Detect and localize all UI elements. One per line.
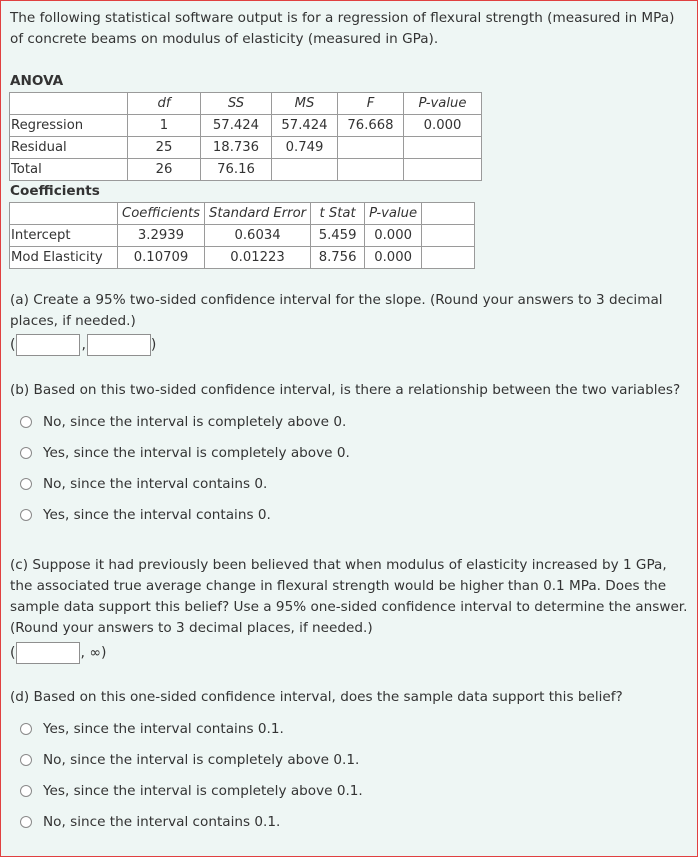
table-row	[10, 159, 482, 181]
table-cell: 3.2939	[118, 225, 205, 247]
table-row	[10, 225, 475, 247]
table-row	[10, 247, 475, 269]
radio-button[interactable]	[20, 816, 32, 828]
radio-option[interactable]	[20, 442, 350, 463]
table-cell: 1	[128, 115, 201, 137]
part-a-interval	[10, 333, 156, 357]
radio-button[interactable]	[20, 447, 32, 459]
option-label: Yes, since the interval contains 0.	[43, 506, 271, 523]
anova-heading: ANOVA	[10, 73, 64, 89]
radio-option[interactable]	[20, 473, 350, 494]
table-cell: 0.000	[365, 247, 422, 269]
coefficients-heading: Coefficients	[10, 183, 100, 199]
col-header: F	[338, 93, 404, 115]
lower-bound-input[interactable]	[16, 334, 80, 356]
col-header: Coefficients	[118, 203, 205, 225]
infinity-suffix: , ∞)	[80, 645, 107, 661]
table-cell	[404, 159, 482, 181]
table-cell: 57.424	[272, 115, 338, 137]
option-label: No, since the interval contains 0.1.	[43, 813, 281, 830]
table-cell: 0.10709	[118, 247, 205, 269]
radio-option[interactable]	[20, 749, 363, 770]
row-label: Regression	[10, 115, 128, 137]
table-cell: 0.000	[404, 115, 482, 137]
radio-option[interactable]	[20, 780, 363, 801]
table-row	[10, 137, 482, 159]
radio-button[interactable]	[20, 478, 32, 490]
part-d-options	[20, 718, 363, 832]
radio-option[interactable]	[20, 811, 363, 832]
anova-header-row	[10, 93, 482, 115]
open-paren: (	[10, 645, 16, 661]
radio-option[interactable]	[20, 718, 363, 739]
col-header: MS	[272, 93, 338, 115]
option-label: No, since the interval is completely above 0.	[43, 413, 347, 430]
option-label: No, since the interval contains 0.	[43, 475, 268, 492]
col-header: P-value	[365, 203, 422, 225]
option-label: Yes, since the interval is completely above 0.	[43, 444, 350, 461]
radio-button[interactable]	[20, 509, 32, 521]
table-cell: 0.000	[365, 225, 422, 247]
col-header: P-value	[404, 93, 482, 115]
table-cell: 57.424	[201, 115, 272, 137]
row-label: Mod Elasticity	[10, 247, 118, 269]
coefficients-table	[9, 202, 475, 269]
col-header: Standard Error	[205, 203, 311, 225]
upper-bound-input[interactable]	[87, 334, 151, 356]
radio-option[interactable]	[20, 504, 350, 525]
table-cell: 0.749	[272, 137, 338, 159]
radio-button[interactable]	[20, 785, 32, 797]
anova-table	[9, 92, 482, 181]
table-cell	[404, 137, 482, 159]
table-cell: 0.01223	[205, 247, 311, 269]
radio-button[interactable]	[20, 416, 32, 428]
row-label: Residual	[10, 137, 128, 159]
close-paren: )	[150, 337, 157, 353]
part-b-question: (b) Based on this two-sided confidence interval, is there a relationship between the two variables?	[10, 382, 681, 398]
table-cell: 76.668	[338, 115, 404, 137]
table-row	[10, 115, 482, 137]
part-c-interval	[10, 641, 107, 665]
row-label: Total	[10, 159, 128, 181]
part-b-options	[20, 411, 350, 525]
option-label: No, since the interval is completely above 0.1.	[43, 751, 360, 768]
option-label: Yes, since the interval contains 0.1.	[43, 720, 284, 737]
comma: ,	[81, 337, 86, 353]
row-label: Intercept	[10, 225, 118, 247]
table-cell	[272, 159, 338, 181]
table-cell	[338, 159, 404, 181]
col-header: df	[128, 93, 201, 115]
radio-button[interactable]	[20, 723, 32, 735]
option-label: Yes, since the interval is completely above 0.1.	[43, 782, 363, 799]
table-cell: 25	[128, 137, 201, 159]
table-cell: 8.756	[311, 247, 365, 269]
open-paren: (	[10, 337, 16, 353]
part-c-question: (c) Suppose it had previously been believed that when modulus of elasticity increased by 1 GPa, the associated true average change in flexural strength would be higher than 0.1 MPa. Does the sample data support this belief? Use a 95% one-sided confidence interval to determine the answer. (Round your answers to 3 decimal places, if needed.)	[10, 557, 688, 636]
table-cell: 18.736	[201, 137, 272, 159]
part-d-question: (d) Based on this one-sided confidence interval, does the sample data support this belief?	[10, 689, 623, 705]
table-cell: 5.459	[311, 225, 365, 247]
radio-button[interactable]	[20, 754, 32, 766]
table-cell: 76.16	[201, 159, 272, 181]
table-cell	[338, 137, 404, 159]
coefficients-header-row	[10, 203, 475, 225]
lower-bound-input[interactable]	[16, 642, 80, 664]
table-cell: 0.6034	[205, 225, 311, 247]
col-header: t Stat	[311, 203, 365, 225]
col-header: SS	[201, 93, 272, 115]
table-cell: 26	[128, 159, 201, 181]
part-a-question: (a) Create a 95% two-sided confidence interval for the slope. (Round your answers to 3 decimal places, if needed.)	[10, 292, 663, 329]
radio-option[interactable]	[20, 411, 350, 432]
intro-text: The following statistical software output is for a regression of flexural strength (measured in MPa) of concrete beams on modulus of elasticity (measured in GPa).	[10, 10, 675, 47]
